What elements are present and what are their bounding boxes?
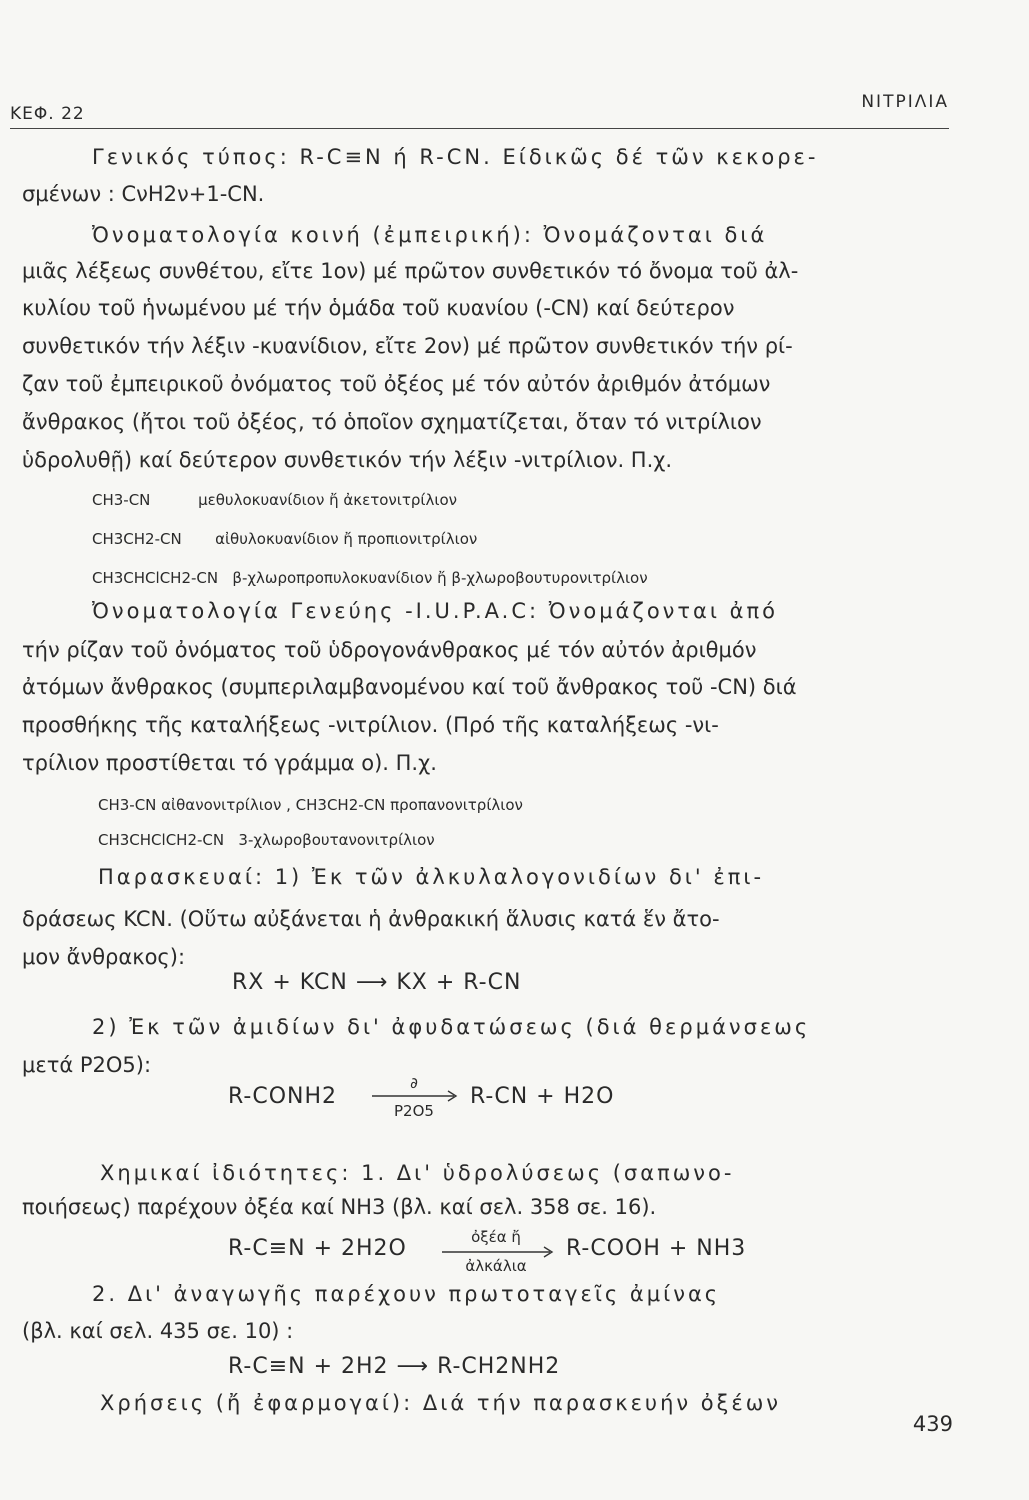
- example-line: CH3-CN μεθυλοκυανίδιον ἤ ἀκετονιτρίλιον: [92, 491, 457, 509]
- equation-hydrolysis-left: R-C≡N + 2H2O: [228, 1236, 407, 1261]
- body-line: (βλ. καί σελ. 435 σε. 10) :: [22, 1319, 294, 1343]
- line-general-formula: Γενικός τύπος: R-C≡N ή R-CN. Είδικῶς δέ τῶν κεκορε-: [92, 145, 819, 169]
- body-line: κυλίου τοῦ ἡνωμένου μέ τήν ὁμάδα τοῦ κυανίου (-CN) καί δεύτερον: [22, 296, 735, 320]
- body-line: προσθήκης τῆς καταλήξεως -νιτρίλιον. (Πρό τῆς καταλήξεως -νι-: [22, 713, 719, 737]
- line-reduction: 2. Δι' ἀναγωγῆς παρέχουν πρωτοταγεῖς ἀμίνας: [92, 1282, 721, 1306]
- body-line: ζαν τοῦ ἐμπειρικοῦ ὀνόματος τοῦ ὀξέος μέ τόν αὐτόν ἀριθμόν ἀτόμων: [22, 372, 771, 396]
- equation-reduction: R-C≡N + 2H2 ⟶ R-CH2NH2: [228, 1354, 561, 1379]
- line-preparations: Παρασκευαί: 1) Ἐκ τῶν ἀλκυλαλογονιδίων δι' ἐπι-: [98, 865, 765, 889]
- body-line: μον ἄνθρακος):: [22, 945, 186, 969]
- example-line: CH3CHClCH2-CN 3-χλωροβουτανονιτρίλιον: [98, 831, 435, 849]
- line-amides: 2) Ἐκ τῶν ἀμιδίων δι' ἀφυδατώσεως (διά θερμάνσεως: [92, 1015, 811, 1039]
- arrow-bottom-label: P2O5: [394, 1102, 434, 1120]
- line-uses: Χρήσεις (ἤ ἐφαρμογαί): Διά τήν παρασκευήν ὀξέων: [100, 1391, 782, 1415]
- body-line: ὑδρολυθῇ) καί δεύτερον συνθετικόν τήν λέξιν -νιτρίλιον. Π.χ.: [22, 448, 673, 472]
- body-line: τήν ρίζαν τοῦ ὀνόματος τοῦ ὑδρογονάνθρακος μέ τόν αὐτόν ἀριθμόν: [22, 638, 757, 662]
- body-line: συνθετικόν τήν λέξιν -κυανίδιον, εἴτε 2ον) μέ πρῶτον συνθετικόν τήν ρί-: [22, 334, 793, 358]
- line-iupac-nomenclature: Ὀνοματολογία Γενεύης -I.U.P.A.C: Ὀνομάζονται ἀπό: [92, 599, 779, 623]
- body-line: ἀτόμων ἄνθρακος (συμπεριλαμβανομένου καί τοῦ ἄνθρακος τοῦ -CN) διά: [22, 675, 797, 699]
- arrow-bottom-label: ἀλκάλια: [465, 1257, 527, 1275]
- line-saturated-formula: σμένων : CνH2ν+1-CN.: [22, 182, 265, 206]
- equation-amide-right: R-CN + H2O: [470, 1084, 615, 1109]
- body-line: τρίλιον προστίθεται τό γράμμα ο). Π.χ.: [22, 751, 437, 775]
- example-line: CH3CH2-CN αἰθυλοκυανίδιον ἤ προπιονιτρίλιον: [92, 530, 478, 548]
- reaction-arrow-icon: [370, 1090, 462, 1102]
- chapter-label: ΚΕΦ. 22: [10, 104, 85, 124]
- equation-alkyl-halide: RX + KCN ⟶ KX + R-CN: [232, 970, 522, 995]
- equation-amide-left: R-CONH2: [228, 1084, 338, 1109]
- body-line: ποιήσεως) παρέχουν ὀξέα καί NH3 (βλ. καί σελ. 358 σε. 16).: [22, 1195, 657, 1219]
- section-title: ΝΙΤΡΙΛΙΑ: [861, 92, 949, 112]
- line-common-nomenclature: Ὀνοματολογία κοινή (ἐμπειρική): Ὀνομάζονται διά: [92, 223, 768, 247]
- arrow-top-label: ∂: [410, 1074, 418, 1092]
- example-line: CH3-CN αἰθανονιτρίλιον , CH3CH2-CN προπανονιτρίλιον: [98, 796, 523, 814]
- body-line: ἄνθρακος (ἤτοι τοῦ ὀξέος, τό ὁποῖον σχηματίζεται, ὅταν τό νιτρίλιον: [22, 410, 762, 434]
- body-line: μετά P2O5):: [22, 1053, 152, 1077]
- example-line: CH3CHClCH2-CN β-χλωροπροπυλοκυανίδιον ἤ β-χλωροβουτυρονιτρίλιον: [92, 569, 648, 587]
- equation-hydrolysis-right: R-COOH + NH3: [566, 1236, 747, 1261]
- arrow-top-label: ὀξέα ἤ: [471, 1228, 521, 1246]
- body-line: δράσεως KCN. (Οὕτω αὐξάνεται ἡ ἀνθρακική ἅλυσις κατά ἕν ἄτο-: [22, 907, 720, 931]
- page-number: 439: [912, 1412, 953, 1436]
- header-rule: [10, 128, 949, 129]
- body-line: μιᾶς λέξεως συνθέτου, εἴτε 1ον) μέ πρῶτον συνθετικόν τό ὄνομα τοῦ ἀλ-: [22, 259, 799, 283]
- line-chemical-properties: Χημικαί ἰδιότητες: 1. Δι' ὑδρολύσεως (σαπωνο-: [100, 1161, 735, 1185]
